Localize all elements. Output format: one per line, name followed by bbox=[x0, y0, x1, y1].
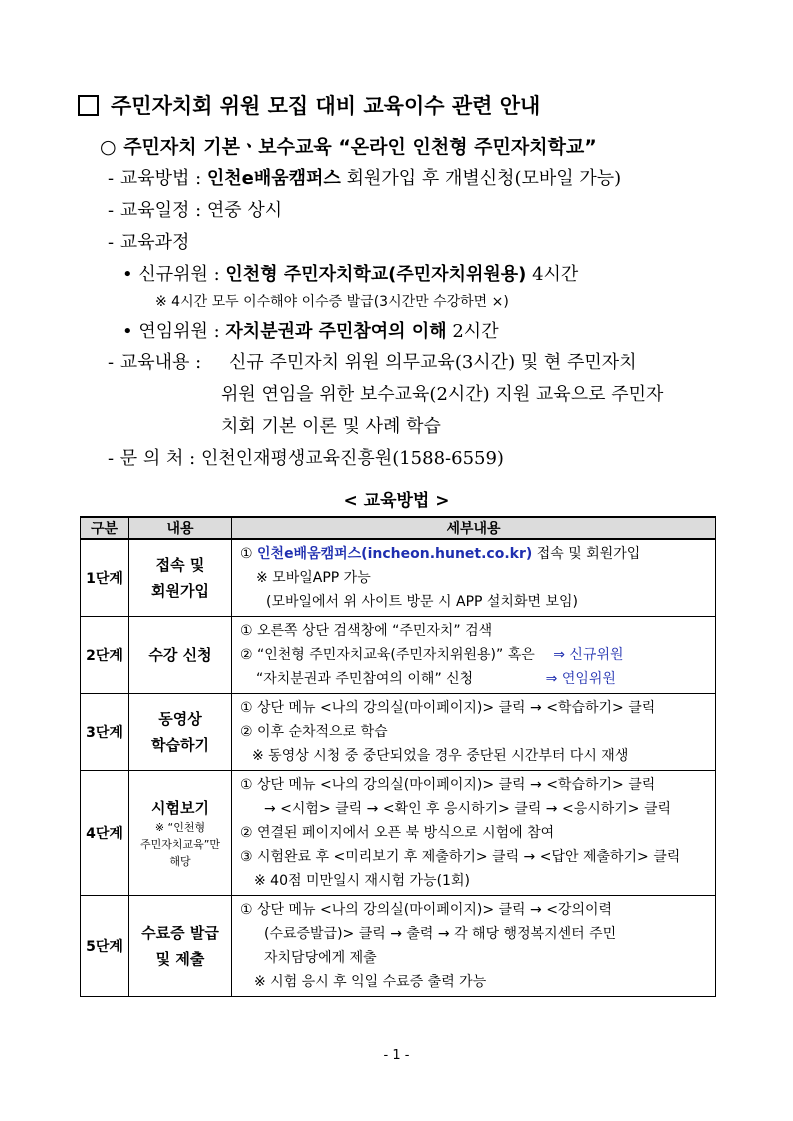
detail-cell bbox=[232, 539, 716, 617]
header-stage: 구분 bbox=[81, 517, 129, 539]
schedule-line bbox=[108, 196, 282, 222]
method-label: - 교육방법 : bbox=[108, 168, 202, 189]
contact-line bbox=[108, 444, 504, 470]
education-method-table bbox=[80, 516, 716, 997]
section-subtitle: ○ 주민자치 기본ㆍ보수교육 “온라인 인천형 주민자치학교” bbox=[100, 136, 597, 158]
new-member-note: ※ 4시간 모두 이수해야 이수증 발급(3시간만 수강하면 ×) bbox=[155, 294, 509, 310]
contact-value: 인천인재평생교육진흥원(1588-6559) bbox=[200, 448, 504, 469]
table-row bbox=[81, 694, 716, 771]
content-label: - 교육내용 : bbox=[108, 352, 202, 373]
schedule-value: 연중 상시 bbox=[206, 200, 283, 221]
detail-line bbox=[240, 542, 709, 566]
stage-cell: 4단계 bbox=[81, 771, 129, 896]
new-member-label: • 신규위원 : bbox=[122, 264, 220, 285]
content-note: 해당 bbox=[169, 854, 191, 868]
content-line-1: 신규 주민자치 위원 의무교육(3시간) 및 현 주민자치 bbox=[229, 352, 637, 373]
stage-cell: 5단계 bbox=[81, 896, 129, 997]
detail-cell bbox=[232, 771, 716, 896]
renew-member-label: • 연임위원 : bbox=[122, 321, 220, 342]
detail-line: (모바일에서 위 사이트 방문 시 APP 설치화면 보임) bbox=[266, 594, 578, 610]
content-text: 동영상 bbox=[158, 710, 202, 728]
detail-text: ② “인천형 주민자치교육(주민자치위원용)” 혹은 bbox=[240, 647, 535, 663]
method-line bbox=[108, 164, 621, 190]
content-text: 시험보기 bbox=[151, 798, 209, 817]
detail-line: ① 상단 메뉴 <나의 강의실(마이페이지)> 클릭 → <학습하기> 클릭 bbox=[240, 777, 656, 793]
detail-number: ① bbox=[240, 546, 253, 562]
detail-line: ※ 동영상 시청 중 중단되었을 경우 중단된 시간부터 다시 재생 bbox=[252, 748, 629, 764]
detail-line: ※ 40점 미만일시 재시험 가능(1회) bbox=[254, 873, 470, 889]
detail-line: ③ 시험완료 후 <미리보기 후 제출하기> 클릭 → <답안 제출하기> 클릭 bbox=[240, 849, 681, 865]
content-text: 수료증 발급 bbox=[141, 924, 219, 942]
detail-line: ② 이후 순차적으로 학습 bbox=[240, 724, 388, 740]
content-line-2: 위원 연임을 위한 보수교육(2시간) 지원 교육으로 주민자 bbox=[221, 384, 664, 405]
content-cell bbox=[129, 896, 232, 997]
renew-member-line bbox=[122, 317, 499, 343]
method-bold: 인천e배움캠퍼스 bbox=[206, 168, 341, 189]
content-cell bbox=[129, 539, 232, 617]
content-text: 회원가입 bbox=[151, 582, 209, 600]
new-member-line bbox=[122, 260, 578, 286]
content-text: 학습하기 bbox=[151, 736, 209, 754]
method-rest: 회원가입 후 개별신청(모바일 가능) bbox=[346, 168, 622, 189]
detail-line: ② 연결된 페이지에서 오픈 북 방식으로 시험에 참여 bbox=[240, 825, 555, 841]
content-cell bbox=[129, 771, 232, 896]
detail-text: “자치분권과 주민참여의 이해” 신청 bbox=[256, 671, 474, 687]
page-title-text: 주민자치회 위원 모집 대비 교육이수 관련 안내 bbox=[111, 94, 541, 118]
new-member-rest: 4시간 bbox=[532, 264, 579, 285]
table-row bbox=[81, 896, 716, 997]
stage-cell: 3단계 bbox=[81, 694, 129, 771]
table-row bbox=[81, 539, 716, 617]
renew-member-rest: 2시간 bbox=[452, 321, 499, 342]
table-header-row bbox=[81, 517, 716, 539]
renew-member-tag: ⇒ 연임위원 bbox=[545, 671, 616, 687]
content-text: 및 제출 bbox=[155, 950, 205, 968]
table-row bbox=[81, 617, 716, 694]
header-content: 내용 bbox=[129, 517, 232, 539]
page-number: - 1 - bbox=[383, 1048, 410, 1063]
content-cell: 수강 신청 bbox=[129, 617, 232, 694]
header-detail: 세부내용 bbox=[232, 517, 716, 539]
detail-cell bbox=[232, 694, 716, 771]
detail-line: ① 상단 메뉴 <나의 강의실(마이페이지)> 클릭 → <학습하기> 클릭 bbox=[240, 700, 656, 716]
campus-link[interactable]: 인천e배움캠퍼스(incheon.hunet.co.kr) bbox=[257, 546, 533, 562]
content-cell bbox=[129, 694, 232, 771]
table-title: < 교육방법 > bbox=[343, 491, 450, 511]
detail-cell bbox=[232, 617, 716, 694]
stage-cell: 2단계 bbox=[81, 617, 129, 694]
detail-line bbox=[240, 667, 709, 691]
detail-line: ※ 모바일APP 가능 bbox=[256, 570, 371, 586]
detail-line bbox=[240, 643, 709, 667]
detail-line: ① 오른쪽 상단 검색창에 “주민자치” 검색 bbox=[240, 623, 493, 639]
content-text: 접속 및 bbox=[155, 556, 205, 574]
renew-member-bold: 자치분권과 주민참여의 이해 bbox=[225, 321, 447, 342]
new-member-bold: 인천형 주민자치학교(주민자치위원용) bbox=[225, 264, 527, 285]
detail-line: ① 상단 메뉴 <나의 강의실(마이페이지)> 클릭 → <강의이력 bbox=[240, 902, 613, 918]
course-line: - 교육과정 bbox=[108, 232, 190, 253]
detail-cell bbox=[232, 896, 716, 997]
table-row bbox=[81, 771, 716, 896]
detail-line: 자치담당에게 제출 bbox=[264, 950, 377, 966]
detail-line: (수료증발급)> 클릭 → 출력 → 각 해당 행정복지센터 주민 bbox=[264, 926, 617, 942]
detail-line: ※ 시험 응시 후 익일 수료증 출력 가능 bbox=[254, 974, 487, 990]
page-title bbox=[78, 90, 540, 120]
contact-label: - 문 의 처 : bbox=[108, 448, 196, 469]
schedule-label: - 교육일정 : bbox=[108, 200, 202, 221]
detail-line: → <시험> 클릭 → <확인 후 응시하기> 클릭 → <응시하기> 클릭 bbox=[264, 801, 672, 817]
stage-cell: 1단계 bbox=[81, 539, 129, 617]
content-line-3: 치회 기본 이론 및 사례 학습 bbox=[221, 416, 441, 437]
new-member-tag: ⇒ 신규위원 bbox=[553, 647, 624, 663]
content-note: 주민자치교육”만 bbox=[139, 837, 221, 851]
detail-text: 접속 및 회원가입 bbox=[536, 546, 641, 562]
checkbox-square-icon bbox=[78, 95, 99, 116]
content-note: ※ “인천형 bbox=[154, 820, 206, 834]
